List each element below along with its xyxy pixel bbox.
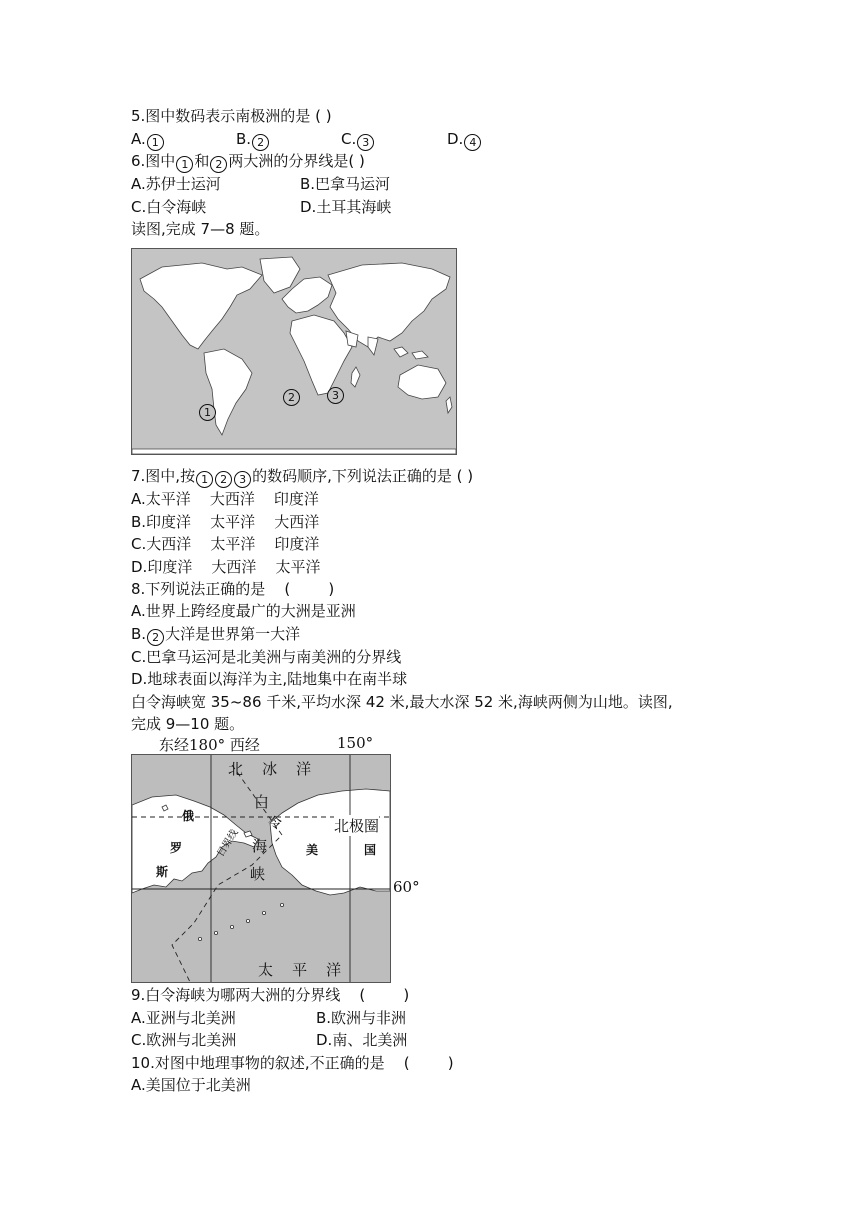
russia-label-si: 斯 [156,865,169,879]
q6-option-d: D.土耳其海峡 [300,198,392,216]
q8-option-d: D.地球表面以海洋为主,陆地集中在南半球 [131,670,408,688]
circled-number: 3 [357,134,374,151]
strait-label-bai: 白 [254,793,270,811]
ocean-marker-2: 2 [283,389,300,406]
q5-option-d: D. 4 [447,129,482,151]
q9-option-d: D.南、北美洲 [316,1031,408,1049]
q7-stem: 7.图中,按 1 2 3 的数码顺序,下列说法正确的是 ( ) [131,467,474,486]
read-instruction-7-8: 读图,完成 7—8 题。 [131,220,270,238]
q9-option-c: C.欧洲与北美洲 [131,1031,237,1049]
circled-number: 2 [147,629,164,646]
q8-option-c: C.巴拿马运河是北美洲与南美洲的分界线 [131,648,402,666]
circled-number: 3 [234,471,251,488]
q9-stem: 9.白令海峡为哪两大洲的分界线 ( ) [131,986,410,1004]
russia-label-luo: 罗 [170,841,183,855]
q8-option-b: B. 2 大洋是世界第一大洋 [131,625,301,644]
q7-option-d: D.印度洋 大西洋 太平洋 [131,558,321,576]
bering-map-frame [131,754,391,983]
q6-stem: 6.图中 1 和 2 两大洲的分界线是( ) [131,152,365,171]
q9-option-b: B.欧洲与非洲 [316,1009,407,1027]
q8-stem: 8.下列说法正确的是 ( ) [131,580,335,598]
q6-option-c: C.白令海峡 [131,198,207,216]
arctic-ocean-label: 北 冰 洋 [228,760,312,778]
strait-label-xia: 峡 [250,865,266,883]
q5-option-a: A. 1 [131,129,165,151]
circled-number: 1 [196,471,213,488]
world-map-drawing [132,249,456,454]
circled-number: 1 [147,134,164,151]
passage-line-2: 完成 9—10 题。 [131,715,245,733]
strait-label-hai: 海 [252,837,268,855]
bering-map [131,734,420,984]
dateline-label: 日界线 [215,827,241,859]
q8-option-a: A.世界上跨经度最广的大洲是亚洲 [131,602,356,620]
q6-option-b: B.巴拿马运河 [300,175,391,193]
circled-number: 2 [252,134,269,151]
russia-label-e: 俄 [182,809,195,823]
ocean-marker-3: 3 [327,387,344,404]
arctic-circle-label: 北极圈 [334,817,380,835]
ocean-marker-1: 1 [199,404,216,421]
q9-option-a: A.亚洲与北美洲 [131,1009,236,1027]
q5-option-c: C. 3 [341,129,375,151]
map-top-right-label: 150° [337,734,374,752]
q7-option-a: A.太平洋 大西洋 印度洋 [131,490,319,508]
q7-option-c: C.大西洋 太平洋 印度洋 [131,535,320,553]
pacific-ocean-label: 太 平 洋 [258,961,342,979]
q7-option-b: B.印度洋 太平洋 大西洋 [131,513,320,531]
circled-number: 2 [215,471,232,488]
map-top-left-label: 东经180° 西经 [159,736,260,754]
usa-label-guo: 国 [364,843,377,857]
circled-number: 2 [210,156,227,173]
circled-number: 1 [176,156,193,173]
q5-stem: 5.图中数码表示南极洲的是 ( ) [131,107,332,125]
q6-option-a: A.苏伊士运河 [131,175,221,193]
q10-stem: 10.对图中地理事物的叙述,不正确的是 ( ) [131,1054,454,1072]
usa-label-mei: 美 [306,843,319,857]
q10-option-a: A.美国位于北美洲 [131,1076,251,1094]
latitude-60-label: 60° [393,878,420,896]
world-map [131,248,457,455]
passage-line-1: 白令海峡宽 35~86 千米,平均水深 42 米,最大水深 52 米,海峡两侧为山地。读图, [131,693,673,711]
strait-label-ling: 令 [268,816,282,832]
circled-number: 4 [464,134,481,151]
q5-option-b: B. 2 [236,129,270,151]
